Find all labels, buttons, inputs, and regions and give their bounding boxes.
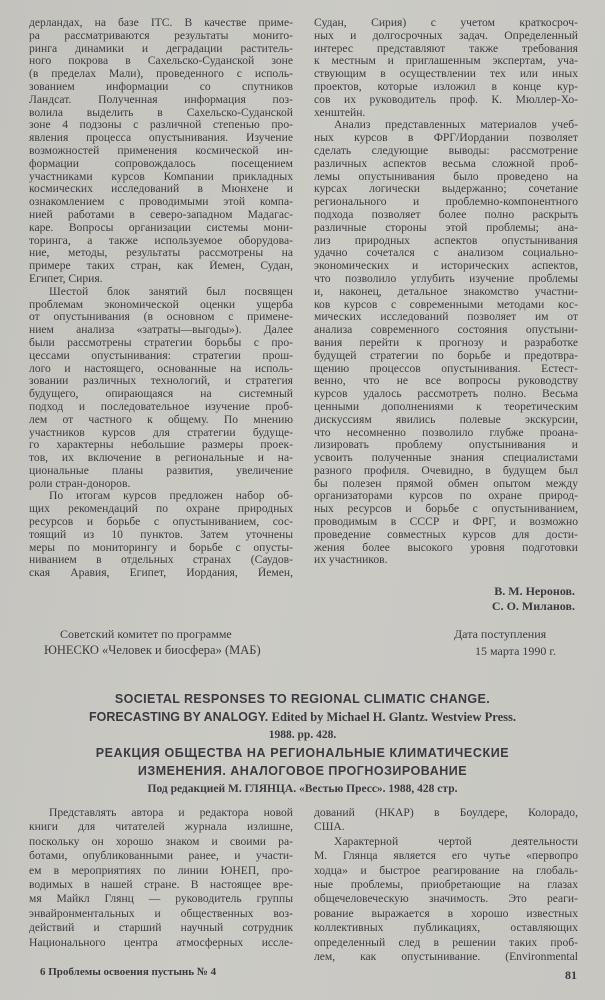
text-line: щению процессов опустынивания. Естест- [314,362,578,375]
text-line: анализа современного состояния опустыни- [314,324,578,337]
text-line: ние, методы, результаты рассмотрены на [29,247,293,260]
text-line: разного профиля. Очевидно, в будущем был [314,464,578,477]
text-line: По итогам курсов предложен набор об- [49,490,293,503]
text-line: венно, что не все вопросы руководству [314,375,578,388]
text-line: лемы опустынивания было проведено на [314,170,578,183]
text-line: поскольку он хорошо знаком и своими ра- [29,834,293,848]
text-line: рование выражается в хорошо известных [314,906,578,920]
review-subtitle-en: FORECASTING BY ANALOGY. [89,710,269,724]
text-line: действий и старший научный сотрудник [29,921,293,935]
review-left-column [29,806,293,950]
text-line: что несомненно позволило глубже проана- [314,426,578,439]
text-line: к местным и приглашенным экспертам, уча- [314,55,578,68]
text-line: усвоить полученные знания специалистами [314,452,578,465]
paragraph [29,806,293,950]
text-line: зованием информации со спутников [29,80,293,93]
review-editor-en: Edited by Michael H. Glantz. Westview Press. [271,710,516,724]
text-line: Судан, Сирия) с учетом краткосроч- [314,17,578,29]
review-editor-ru: Под редакцией М. ГЛЯНЦА. «Вестью Пресс». 1988, 428 стр. [147,783,458,795]
text-line: ные проблемы, приобретающие на глазах [314,877,578,891]
paragraph [29,490,293,580]
text-line: регионального и проблемно-компонентного [314,196,578,209]
text-line: проектов, которые изложил в конце кур- [314,80,578,93]
paragraph [314,17,578,119]
text-line: их участников. [314,553,388,567]
text-line: мя Майкл Глянц — руководитель группы [29,892,293,906]
text-line: что позволило углубить изучение проблемы [314,272,578,285]
text-line: курсах логически выдержанно; сочетание [314,183,578,196]
text-line: Египет, Сирия. [29,271,103,285]
received-label: Дата поступления [454,627,547,641]
text-line: зоне 4 подзоны с различной степенью про- [29,119,293,132]
text-line: ных и долгосрочных задач. Определенный [314,29,578,42]
right-column [314,17,578,567]
text-line: коллективных публикациях, оставляющих [314,921,578,935]
paragraph [314,835,578,965]
text-line: щих рекомендаций по охране природных [29,503,293,516]
text-line: энвайронментальных и общественных воз- [29,906,293,920]
text-line: каре. Вопросы организации системы мони- [29,221,293,234]
text-line: ных курсов в ФРГ/Иордании позволяет [314,132,578,145]
text-line: хенштейн. [314,105,366,119]
text-line: возможностей применения космической ин- [29,144,293,157]
text-line: книги для читателей журнала излишне, [29,820,293,834]
text-line: ресурсов и борьбе с опустыниванием, сос- [29,516,293,529]
text-line: различные стороны этой проблемы; ана- [314,221,578,234]
text-line: тоящий из 10 пунктов. Затем уточнены [29,528,293,541]
text-line: будущей стратегии по борьбе и предотвра- [314,349,578,362]
text-line: проведение совместных курсов для дости- [314,528,578,541]
text-line: определенный след в решении таких проб- [314,935,578,949]
text-line: курсов удалось рассмотреть полно. Весьма [314,388,578,401]
text-line: ценными дополнениями к теоретическим [314,400,578,413]
text-line: лем от частного к общему. По мнению [29,413,293,426]
text-line: дерландах, на базе ITC. В качестве приме- [29,17,293,29]
text-line: ознакомлением с проводимыми этой компа- [29,196,293,209]
text-line: организаторами курсов по охране природ- [314,490,578,503]
text-line: участников курсов для стратегии будуще- [29,426,293,439]
text-line: меры по мониторингу и борьбе с опусты- [29,541,293,554]
text-line: торинга, а также используемое оборудова- [29,234,293,247]
text-line: интерес представляют также требования [314,42,578,55]
journal-footer: 6 Проблемы освоения пустынь № 4 [40,966,217,978]
text-line: го характерны небольшие размеры проек- [29,439,293,452]
text-line: и, наконец, детальное знакомство участни- [314,285,578,298]
affiliation-line: Советский комитет по программе [60,627,232,641]
paragraph [29,286,293,491]
author-signature: В. М. Неронов. [494,584,575,598]
text-line: водимых в нашей стране. В настоящее вре- [29,877,293,891]
text-line: ков курсов с современными методами кос- [314,298,578,311]
text-line: ра рассматриваются результаты монито- [29,29,293,42]
text-line: от опустынивания (в основном с примене- [29,311,293,324]
text-line: вания перейти к прогнозу и разработке [314,336,578,349]
text-line: ботами, опубликованными ранее, и участи- [29,849,293,863]
text-line: дований (НКАР) в Боулдере, Колорадо, [314,806,578,819]
review-title-en-2 [0,709,605,725]
page-number: 81 [565,968,577,982]
paragraph [29,17,293,286]
text-line: волила выделить в Сахельско-Суданской [29,106,293,119]
text-line: участниками курсов Компании прикладных [29,170,293,183]
text-line: будущего, опирающаяся на системный [29,388,293,401]
text-line: циональные планы развития, увеличение [29,464,293,477]
text-line: ниванием в отдельных странах (Саудов- [29,554,293,567]
review-title-en: SOCIETAL RESPONSES TO REGIONAL CLIMATIC CHANGE. [114,692,491,706]
text-line: цессами опустынивания: стратегии прош- [29,349,293,362]
text-line: лиз природных аспектов опустынивания [314,234,578,247]
left-column [29,17,293,580]
text-line: примере таких стран, как Йемен, Судан, [29,260,293,273]
text-line: ного покрова в Сахельско-Суданской зоне [29,55,293,68]
text-line: экономических и исторических аспектов, [314,260,578,273]
review-title-ru: РЕАКЦИЯ ОБЩЕСТВА НА РЕГИОНАЛЬНЫЕ КЛИМАТИЧЕСКИЕ [95,746,510,760]
text-line: Характерной чертой деятельности [334,834,578,848]
text-line: подхода позволяет более полно раскрыть [314,208,578,221]
text-line: сов их руководитель проф. К. Мюллер-Хо- [314,93,578,106]
text-line: были рассмотрены стратегии борьбы с про- [29,336,293,349]
text-line: бы полезен прямой обмен опытом между [314,477,578,490]
text-line: явления процесса опустынивания. Изучение [29,132,293,145]
text-line: (в пределах Мали), проведенного с исполь- [29,68,293,81]
text-line: ринга динамики и деградации раститель- [29,42,293,55]
text-line: космических исследований в Мюнхене и [29,183,293,196]
text-line: различных аспектов весьма сложной проб- [314,157,578,170]
affiliation-line: ЮНЕСКО «Человек и биосфера» (МАБ) [44,643,261,657]
text-line: Ландсат. Полученная информация поз- [29,93,293,106]
text-line: лизировать проблему опустынивания и [314,439,578,452]
review-right-column [314,806,578,964]
text-line: лого и настоящего, основанные на исполь- [29,362,293,375]
text-line: Представлять автора и редактора новой [49,806,293,819]
text-line: жения более высокого уровня подготовки [314,541,578,554]
text-line: проводимым в СССР и ФРГ, и возможно [314,516,578,529]
text-line: зовании различных технологий, и стратегия [29,375,293,388]
author-signature: С. О. Миланов. [491,599,575,613]
text-line: М. Глянца является его чутье «первопро [314,849,578,863]
text-line: нией работами в северо-западном Мадагас- [29,208,293,221]
text-line: дискуссиям явились полевые экскурсии, [314,413,578,426]
text-line: формации сопровождалось посещением [29,157,293,170]
text-line: ем в мероприятиях по линии ЮНЕП, про- [29,863,293,877]
paragraph [314,119,578,567]
text-line: лем, как опустынивание. (Environmental [314,949,578,963]
received-date: 15 марта 1990 г. [475,644,556,658]
text-line: ходца» и быстрое реагирование на глобаль- [314,863,578,877]
review-publication-en: 1988. pp. 428. [268,729,337,741]
text-line: сделать следующие выводы: рассмотрение [314,144,578,157]
text-line: нием анализа «затраты—выгоды»). Далее [29,324,293,337]
text-line: проблемам экономической оценки ущерба [29,298,293,311]
text-line: роли стран-доноров. [29,476,131,490]
text-line: тов, их включение в региональные и на- [29,452,293,465]
paragraph [314,806,578,835]
text-line: ствующим в осуществлении тех или иных [314,68,578,81]
text-line: Шестой блок занятий был посвящен [49,285,293,298]
text-line: ных ресурсов и борьбе с опустыниванием, [314,503,578,516]
text-line: ская Аравия, Египет, Иордания, Йемен, [29,567,293,580]
text-line: удачно сочетался с анализом социально- [314,247,578,260]
text-line: общечеловеческую значимость. Это реаги- [314,892,578,906]
text-line: США. [314,820,345,834]
text-line: подход и последовательное изучение проб- [29,400,293,413]
text-line: Анализ представленных материалов учеб- [334,119,578,132]
text-line: Национального центра атмосферных иссле- [29,935,293,949]
review-title-ru-2: ИЗМЕНЕНИЯ. АНАЛОГОВОЕ ПРОГНОЗИРОВАНИЕ [137,764,468,778]
text-line: мических исследований позволяет им от [314,311,578,324]
